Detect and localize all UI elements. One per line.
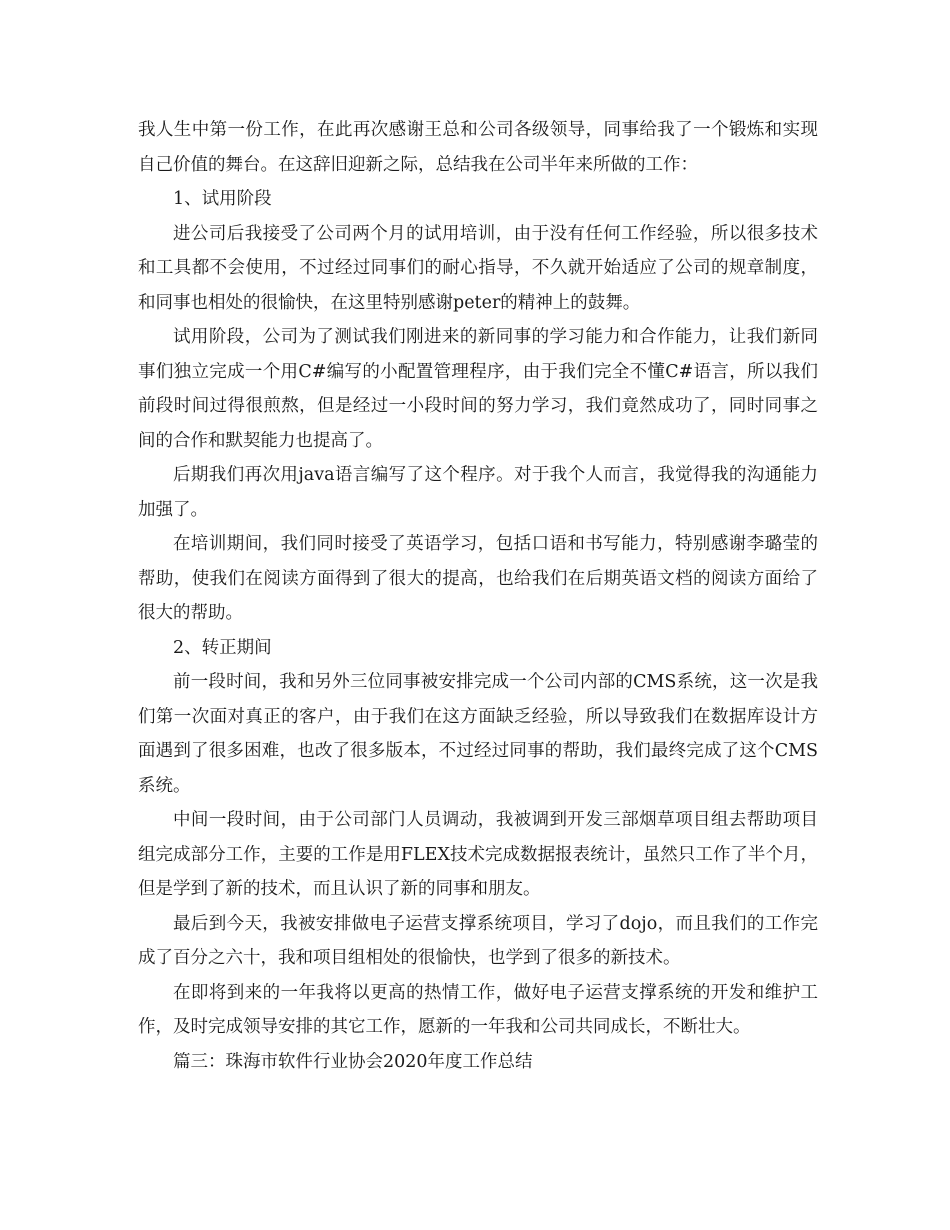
paragraph-next-article: 篇三：珠海市软件行业协会2020年度工作总结: [173, 1051, 533, 1072]
paragraph-trial-test: 试用阶段，公司为了测试我们刚进来的新同事的学习能力和合作能力，让我们新同事们独立完成一个用C#编写的小配置管理程序，由于我们完全不懂C#语言，所以我们前段时间过得很煎熬，但是经过一小段时间的努力学习，我们竟然成功了，同时同事之间的合作和默契能力也提高了。: [138, 327, 818, 451]
paragraph-english: 在培训期间，我们同时接受了英语学习，包括口语和书写能力，特别感谢李璐莹的帮助，使我们在阅读方面得到了很大的提高，也给我们在后期英语文档的阅读方面给了很大的帮助。: [138, 534, 818, 623]
paragraph-dojo: 最后到今天，我被安排做电子运营支撑系统项目，学习了dojo，而且我们的工作完成了百分之六十，我和项目组相处的很愉快，也学到了很多的新技术。: [138, 913, 818, 968]
paragraph-trial-training: 进公司后我接受了公司两个月的试用培训，由于没有任何工作经验，所以很多技术和工具都不会使用，不过经过同事们的耐心指导，不久就开始适应了公司的规章制度，和同事也相处的很愉快，在这里特别感谢peter的精神上的鼓舞。: [138, 223, 818, 313]
paragraph-outlook: 在即将到来的一年我将以更高的热情工作，做好电子运营支撑系统的开发和维护工作，及时完成领导安排的其它工作，愿新的一年我和公司共同成长，不断壮大。: [138, 982, 818, 1037]
section-heading-trial: 1、试用阶段: [173, 189, 272, 209]
paragraph-flex: 中间一段时间，由于公司部门人员调动，我被调到开发三部烟草项目组去帮助项目组完成部分工作，主要的工作是用FLEX技术完成数据报表统计，虽然只工作了半个月，但是学到了新的技术，而且认识了新的同事和朋友。: [138, 810, 818, 899]
paragraph-java: 后期我们再次用java语言编写了这个程序。对于我个人而言，我觉得我的沟通能力加强了。: [138, 465, 818, 520]
paragraph-intro: 我人生中第一份工作，在此再次感谢王总和公司各级领导，同事给我了一个锻炼和实现自己价值的舞台。在这辞旧迎新之际，总结我在公司半年来所做的工作：: [138, 120, 818, 175]
paragraph-cms: 前一段时间，我和另外三位同事被安排完成一个公司内部的CMS系统，这一次是我们第一次面对真正的客户，由于我们在这方面缺乏经验，所以导致我们在数据库设计方面遇到了很多困难，也改了很多版本，不过经过同事的帮助，我们最终完成了这个CMS系统。: [138, 672, 818, 796]
section-heading-regular: 2、转正期间: [173, 637, 272, 658]
document-body: [138, 113, 818, 1079]
